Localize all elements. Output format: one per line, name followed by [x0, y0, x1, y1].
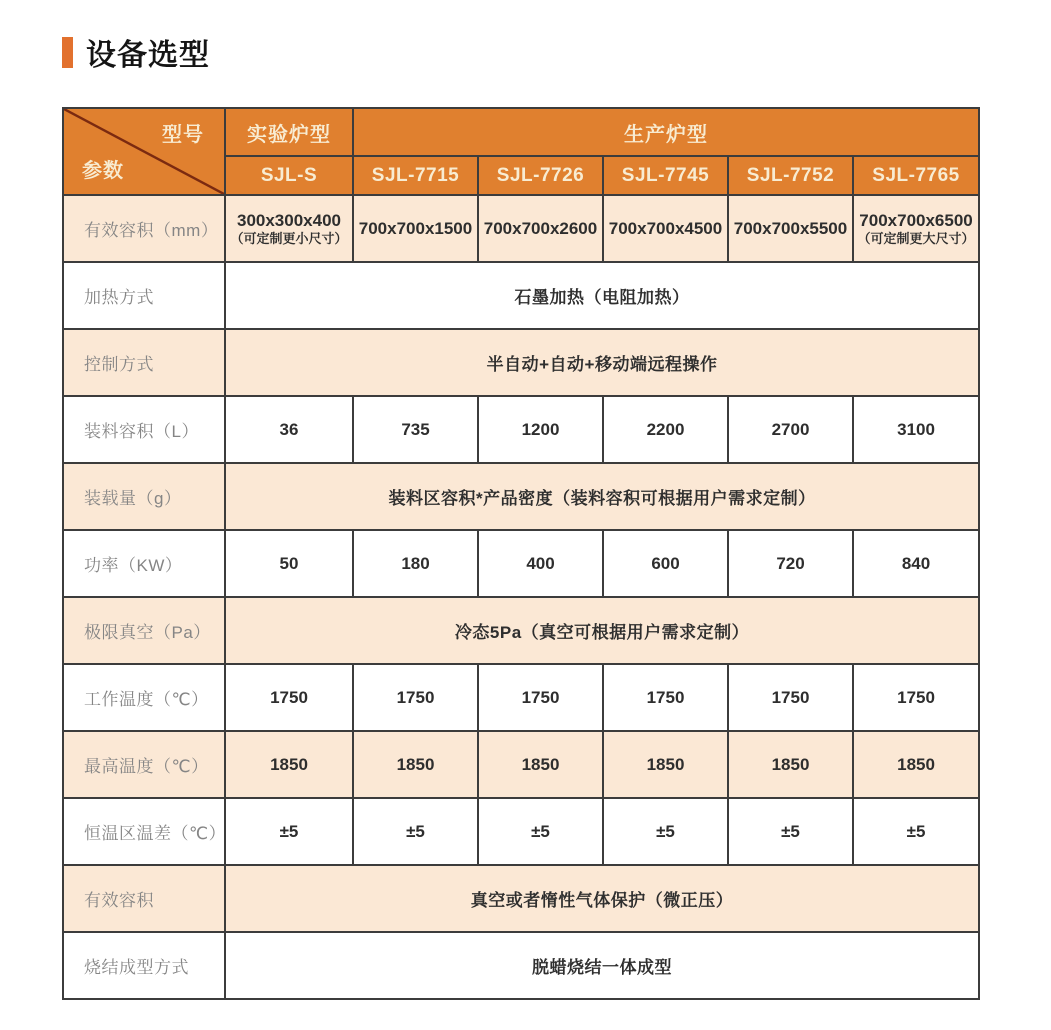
row-value [478, 798, 603, 865]
value-main: 1750 [521, 688, 560, 707]
value-main: 1750 [771, 688, 810, 707]
value-main: 1850 [771, 755, 810, 774]
row-label: 加热方式 [63, 262, 225, 329]
spec-table-body [63, 195, 979, 999]
value-main: ±5 [406, 822, 425, 841]
value-main: 600 [651, 554, 680, 573]
model-header-sjl-7765: SJL-7765 [853, 156, 979, 195]
table-row [63, 932, 979, 999]
title-accent-bar-icon [62, 37, 73, 68]
model-header-sjl-7715: SJL-7715 [353, 156, 478, 195]
row-value [353, 195, 478, 262]
value-main: 1750 [270, 688, 308, 707]
row-value [225, 195, 353, 262]
table-row [63, 865, 979, 932]
table-row [63, 798, 979, 865]
table-row [63, 530, 979, 597]
row-label: 控制方式 [63, 329, 225, 396]
corner-label-model: 型号 [162, 124, 204, 146]
row-value [853, 530, 979, 597]
value-main: 400 [526, 554, 555, 573]
value-main: 3100 [897, 420, 935, 439]
value-main: ±5 [906, 822, 926, 841]
row-value [353, 731, 478, 798]
table-row [63, 463, 979, 530]
row-value [728, 798, 853, 865]
value-main: 1850 [270, 755, 308, 774]
value-main: 700x700x1500 [358, 219, 473, 238]
row-label: 烧结成型方式 [63, 932, 225, 999]
corner-cell [63, 108, 225, 195]
row-merged-value: 装料区容积*产品密度（装料容积可根据用户需求定制） [225, 463, 979, 530]
value-main: 1850 [396, 755, 435, 774]
row-value [603, 664, 728, 731]
table-row [63, 262, 979, 329]
value-main: 1850 [521, 755, 560, 774]
row-label: 最高温度（℃） [63, 731, 225, 798]
row-value [225, 530, 353, 597]
row-value [728, 530, 853, 597]
value-main: 1850 [897, 755, 935, 774]
model-header-sjl-7726: SJL-7726 [478, 156, 603, 195]
row-value [478, 530, 603, 597]
value-main: 1750 [396, 688, 435, 707]
table-row [63, 731, 979, 798]
row-value [728, 664, 853, 731]
row-value [603, 396, 728, 463]
row-merged-value: 半自动+自动+移动端远程操作 [225, 329, 979, 396]
row-value [478, 195, 603, 262]
row-value [603, 798, 728, 865]
table-row [63, 329, 979, 396]
value-note: （可定制更大尺寸） [857, 231, 975, 246]
row-value [225, 664, 353, 731]
value-main: 735 [401, 420, 430, 439]
row-label: 极限真空（Pa） [63, 597, 225, 664]
value-main: 2700 [771, 420, 810, 439]
model-header-sjl-7745: SJL-7745 [603, 156, 728, 195]
row-label: 装料容积（L） [63, 396, 225, 463]
value-main: 1200 [521, 420, 560, 439]
value-main: 36 [279, 420, 299, 439]
value-main: 700x700x4500 [608, 219, 723, 238]
group-header-production: 生产炉型 [353, 108, 979, 156]
value-main: 700x700x5500 [733, 219, 848, 238]
row-label: 恒温区温差（℃） [63, 798, 225, 865]
row-value [353, 664, 478, 731]
row-value [225, 731, 353, 798]
value-main: 180 [401, 554, 430, 573]
row-merged-value: 真空或者惰性气体保护（微正压） [225, 865, 979, 932]
section-title [62, 30, 1051, 74]
row-label: 工作温度（℃） [63, 664, 225, 731]
value-main: 720 [776, 554, 805, 573]
value-main: 700x700x6500 [859, 211, 973, 230]
row-merged-value: 冷态5Pa（真空可根据用户需求定制） [225, 597, 979, 664]
value-main: ±5 [656, 822, 675, 841]
row-value [225, 396, 353, 463]
value-main: 1850 [646, 755, 685, 774]
value-main: ±5 [781, 822, 800, 841]
value-main: 700x700x2600 [483, 219, 598, 238]
row-value [478, 731, 603, 798]
table-row [63, 396, 979, 463]
row-value [603, 731, 728, 798]
group-header-experimental: 实验炉型 [225, 108, 353, 156]
row-value [353, 396, 478, 463]
row-label: 装载量（g） [63, 463, 225, 530]
table-row [63, 597, 979, 664]
value-note: （可定制更小尺寸） [230, 231, 348, 246]
row-value [853, 396, 979, 463]
model-header-sjl-s: SJL-S [225, 156, 353, 195]
row-value [225, 798, 353, 865]
page-title: 设备选型 [86, 39, 210, 72]
value-main: 1750 [897, 688, 935, 707]
row-value [478, 396, 603, 463]
value-main: 1750 [646, 688, 685, 707]
row-merged-value: 脱蜡烧结一体成型 [225, 932, 979, 999]
row-value [853, 731, 979, 798]
corner-label-parameter: 参数 [82, 160, 124, 182]
table-row [63, 664, 979, 731]
value-main: 840 [901, 554, 931, 573]
value-main: 2200 [646, 420, 685, 439]
value-main: ±5 [279, 822, 299, 841]
spec-table-container [62, 107, 1051, 1000]
value-main: 50 [279, 554, 299, 573]
row-label: 功率（KW） [63, 530, 225, 597]
value-main: ±5 [531, 822, 550, 841]
row-value [853, 798, 979, 865]
spec-table [62, 107, 980, 1000]
row-merged-value: 石墨加热（电阻加热） [225, 262, 979, 329]
row-value [603, 530, 728, 597]
row-label: 有效容积 [63, 865, 225, 932]
row-value [478, 664, 603, 731]
row-value [728, 396, 853, 463]
row-value [353, 530, 478, 597]
row-value [853, 195, 979, 262]
model-header-sjl-7752: SJL-7752 [728, 156, 853, 195]
row-value [728, 195, 853, 262]
value-main: 300x300x400 [236, 211, 341, 230]
row-value [353, 798, 478, 865]
row-label: 有效容积（mm） [63, 195, 225, 262]
row-value [603, 195, 728, 262]
row-value [853, 664, 979, 731]
row-value [728, 731, 853, 798]
table-row [63, 195, 979, 262]
